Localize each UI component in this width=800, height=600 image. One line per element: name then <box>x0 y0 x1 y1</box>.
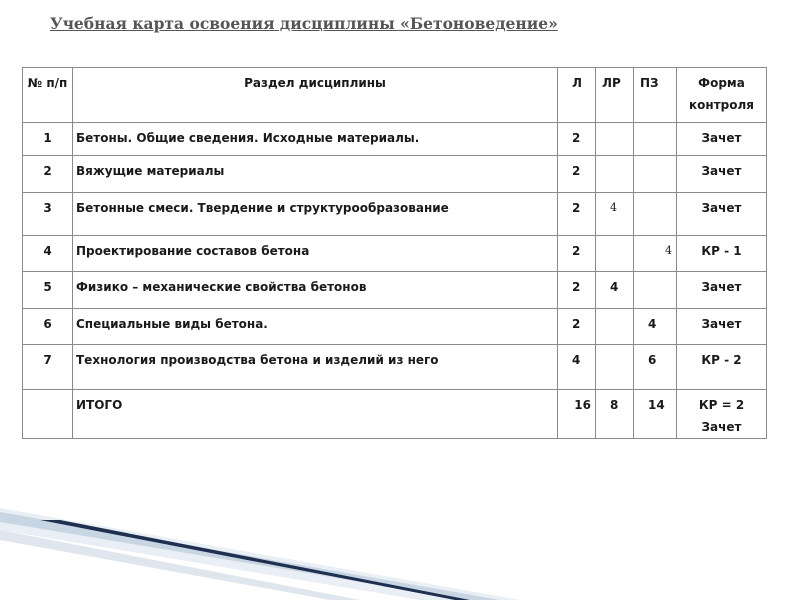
header-section: Раздел дисциплины <box>73 68 558 123</box>
row-l: 4 <box>558 345 596 390</box>
row-num: 2 <box>23 156 73 193</box>
row-lr <box>596 123 634 156</box>
curriculum-table <box>22 67 767 439</box>
header-l: Л <box>558 68 596 123</box>
row-form: Зачет <box>677 123 767 156</box>
row-lr <box>596 156 634 193</box>
table-row <box>23 345 767 390</box>
row-section: Вяжущие материалы <box>73 156 558 193</box>
table-header-row <box>23 68 767 123</box>
row-form: Зачет <box>677 309 767 345</box>
row-form: Зачет <box>677 193 767 236</box>
row-section: Бетонные смеси. Твердение и структурообразование <box>73 193 558 236</box>
row-lr: 4 <box>596 272 634 309</box>
table-row <box>23 156 767 193</box>
table-row <box>23 309 767 345</box>
table-row <box>23 123 767 156</box>
row-pz <box>634 123 677 156</box>
table-row <box>23 272 767 309</box>
row-num: 3 <box>23 193 73 236</box>
page-title: Учебная карта освоения дисциплины «Бетоноведение» <box>50 14 558 33</box>
row-form: Зачет <box>677 156 767 193</box>
row-form: КР - 1 <box>677 236 767 272</box>
row-num: 1 <box>23 123 73 156</box>
row-num: 7 <box>23 345 73 390</box>
row-form: КР = 2 Зачет <box>677 390 767 439</box>
row-pz: 4 <box>634 309 677 345</box>
row-pz <box>634 193 677 236</box>
row-lr: 8 <box>596 390 634 439</box>
row-num <box>23 390 73 439</box>
decorative-swoosh <box>0 500 800 600</box>
row-section: Бетоны. Общие сведения. Исходные материалы. <box>73 123 558 156</box>
row-lr: 4 <box>596 193 634 236</box>
header-lr: ЛР <box>596 68 634 123</box>
row-l: 2 <box>558 193 596 236</box>
row-l: 2 <box>558 309 596 345</box>
row-pz <box>634 272 677 309</box>
row-lr <box>596 236 634 272</box>
table-row <box>23 236 767 272</box>
header-form: Форма контроля <box>677 68 767 123</box>
row-l: 2 <box>558 156 596 193</box>
row-num: 4 <box>23 236 73 272</box>
row-pz <box>634 156 677 193</box>
row-section: Технология производства бетона и изделий из него <box>73 345 558 390</box>
row-l: 2 <box>558 123 596 156</box>
row-lr <box>596 345 634 390</box>
total-row <box>23 390 767 439</box>
header-pz: ПЗ <box>634 68 677 123</box>
row-form: Зачет <box>677 272 767 309</box>
row-section: Физико – механические свойства бетонов <box>73 272 558 309</box>
header-num: № п/п <box>23 68 73 123</box>
row-num: 5 <box>23 272 73 309</box>
row-pz: 6 <box>634 345 677 390</box>
row-section: Проектирование составов бетона <box>73 236 558 272</box>
row-section: Специальные виды бетона. <box>73 309 558 345</box>
row-num: 6 <box>23 309 73 345</box>
row-l: 2 <box>558 272 596 309</box>
row-pz: 14 <box>634 390 677 439</box>
row-pz: 4 <box>634 236 677 272</box>
row-l: 2 <box>558 236 596 272</box>
row-lr <box>596 309 634 345</box>
row-form: КР - 2 <box>677 345 767 390</box>
row-l: 16 <box>558 390 596 439</box>
table-row <box>23 193 767 236</box>
swoosh-stroke-dark <box>40 520 470 600</box>
row-section: ИТОГО <box>73 390 558 439</box>
